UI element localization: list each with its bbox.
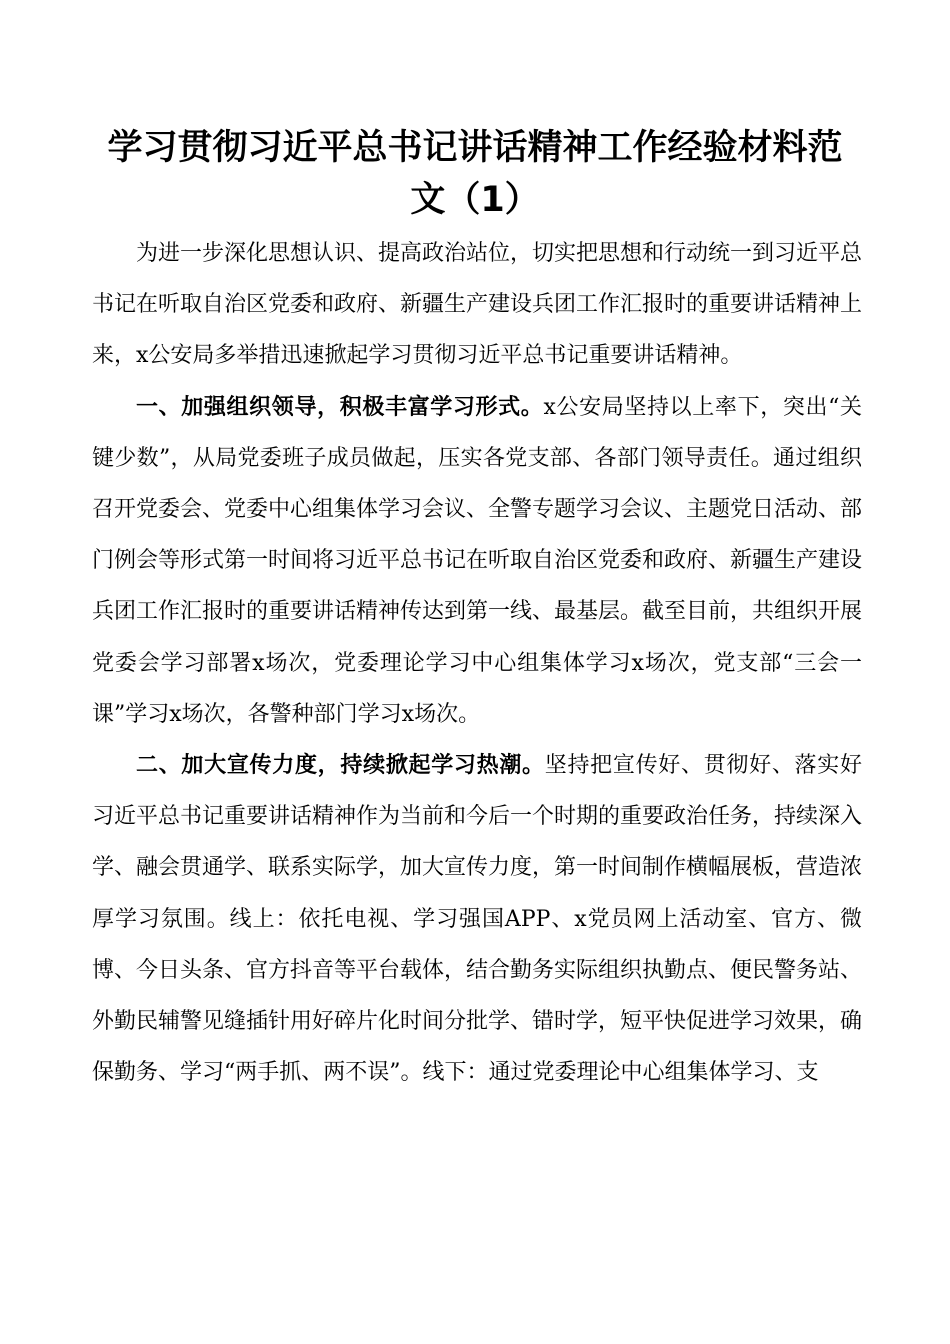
section-heading: 二、加大宣传力度，持续掀起学习热潮。 [136, 753, 545, 779]
paragraph-text: 坚持把宣传好、贯彻好、落实好习近平总书记重要讲话精神作为当前和今后一个时期的重要政治任务，持续深入学、融会贯通学、联系实际学，加大宣传力度，第一时间制作横幅展板，营造浓厚学习氛围。线上：依托电视、学习强国APP、x党员网上活动室、官方、微博、今日头条、官方抖音等平台载体，结合勤务实际组织执勤点、便民警务站、外勤民辅警见缝插针用好碎片化时间分批学、错时学，短平快促进学习效果，确保勤务、学习“两手抓、两不误”。线下：通过党委理论中心组集体学习、支 [92, 753, 863, 1086]
document-body [92, 228, 862, 1098]
title-line-1: 学习贯彻习近平总书记讲话精神工作经验材料范 [107, 128, 843, 168]
title-line-2: 文（1） [410, 180, 540, 220]
paragraph-section-2 [92, 740, 862, 1098]
paragraph-section-1 [92, 382, 862, 740]
section-heading: 一、加强组织领导，积极丰富学习形式。 [136, 394, 544, 420]
document-title [60, 122, 890, 226]
paragraph-intro [92, 228, 862, 382]
paragraph-text: 为进一步深化思想认识、提高政治站位，切实把思想和行动统一到习近平总书记在听取自治区党委和政府、新疆生产建设兵团工作汇报时的重要讲话精神上来，x公安局多举措迅速掀起学习贯彻习近平总书记重要讲话精神。 [92, 241, 863, 369]
paragraph-text: x公安局坚持以上率下，突出“关键少数”，从局党委班子成员做起，压实各党支部、各部门领导责任。通过组织召开党委会、党委中心组集体学习会议、全警专题学习会议、主题党日活动、部门例会等形式第一时间将习近平总书记在听取自治区党委和政府、新疆生产建设兵团工作汇报时的重要讲话精神传达到第一线、最基层。截至目前，共组织开展党委会学习部署x场次，党委理论学习中心组集体学习x场次，党支部“三会一课”学习x场次，各警种部门学习x场次。 [92, 394, 863, 727]
